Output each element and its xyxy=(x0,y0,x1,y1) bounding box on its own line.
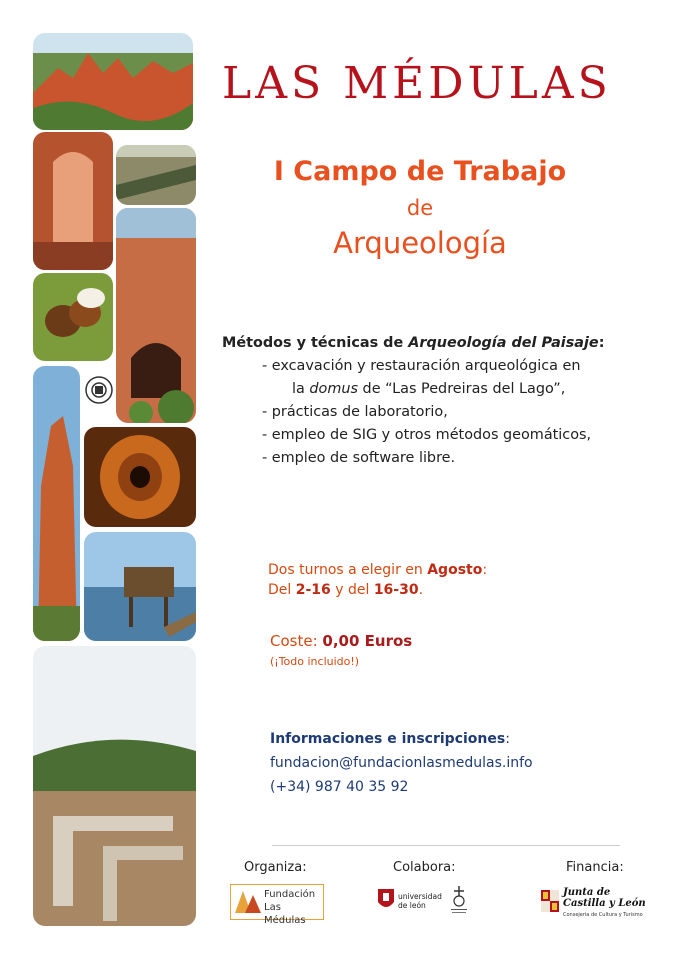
fundacion-logo-text: Las Médulas xyxy=(264,902,306,926)
photo-rock-spire xyxy=(33,366,80,641)
colabora-label: Colabora: xyxy=(393,860,456,875)
financia-label: Financia: xyxy=(566,860,624,875)
junta-castilla-leon-logo xyxy=(540,884,660,924)
heritage-seal-icon xyxy=(84,375,114,405)
fundacion-logo xyxy=(230,884,324,926)
junta-logo-text: Junta de xyxy=(563,887,611,898)
contact-section xyxy=(270,727,533,799)
junta-logo-subtext: Consejería de Cultura y Turismo xyxy=(563,912,643,918)
methods-item: - excavación y restauración arqueológica en xyxy=(262,358,581,374)
page-title: LAS MÉDULAS xyxy=(222,58,612,109)
methods-item: - prácticas de laboratorio, xyxy=(262,404,448,420)
event-subject: Arqueología xyxy=(333,226,507,260)
fundacion-logo-text: Fundación xyxy=(264,889,316,900)
contact-email[interactable]: fundacion@fundacionlasmedulas.info xyxy=(270,755,533,771)
universidad-logo-text: universidad xyxy=(398,892,442,901)
photo-lake-hut xyxy=(84,532,196,641)
photo-rock-arch xyxy=(33,132,113,270)
photo-landscape-peaks xyxy=(33,33,193,130)
contact-heading: Informaciones e inscripciones: xyxy=(270,731,510,747)
footer-divider xyxy=(272,845,620,846)
dates-line-2: Del 2-16 y del 16-30. xyxy=(268,582,424,598)
photo-chestnuts xyxy=(33,273,113,361)
dates-section xyxy=(268,560,487,600)
methods-item: - empleo de SIG y otros métodos geomáticos, xyxy=(262,427,592,443)
methods-heading: Métodos y técnicas de Arqueología del Paisaje: xyxy=(222,335,605,351)
universidad-leon-logo xyxy=(377,886,442,916)
photo-tunnel xyxy=(84,427,196,527)
dates-line-1: Dos turnos a elegir en Agosto: xyxy=(268,562,488,578)
institute-crest-logo xyxy=(448,884,470,916)
photo-channel xyxy=(116,145,196,205)
cost-note: (¡Todo incluido!) xyxy=(270,655,360,668)
cost-line: Coste: 0,00 Euros xyxy=(270,632,413,650)
junta-logo-text: Castilla y León xyxy=(563,898,646,909)
universidad-logo-text: de león xyxy=(398,901,426,910)
event-title: I Campo de Trabajo xyxy=(273,156,567,187)
photo-excavation-ruins xyxy=(33,646,196,926)
photo-cave-cliff xyxy=(116,208,196,423)
methods-section xyxy=(222,332,604,470)
methods-item: - empleo de software libre. xyxy=(262,450,456,466)
methods-item: la domus de “Las Pedreiras del Lago”, xyxy=(292,381,566,397)
contact-phone[interactable]: (+34) 987 40 35 92 xyxy=(270,779,409,795)
event-title-connector: de xyxy=(406,196,434,220)
organiza-label: Organiza: xyxy=(244,860,307,875)
